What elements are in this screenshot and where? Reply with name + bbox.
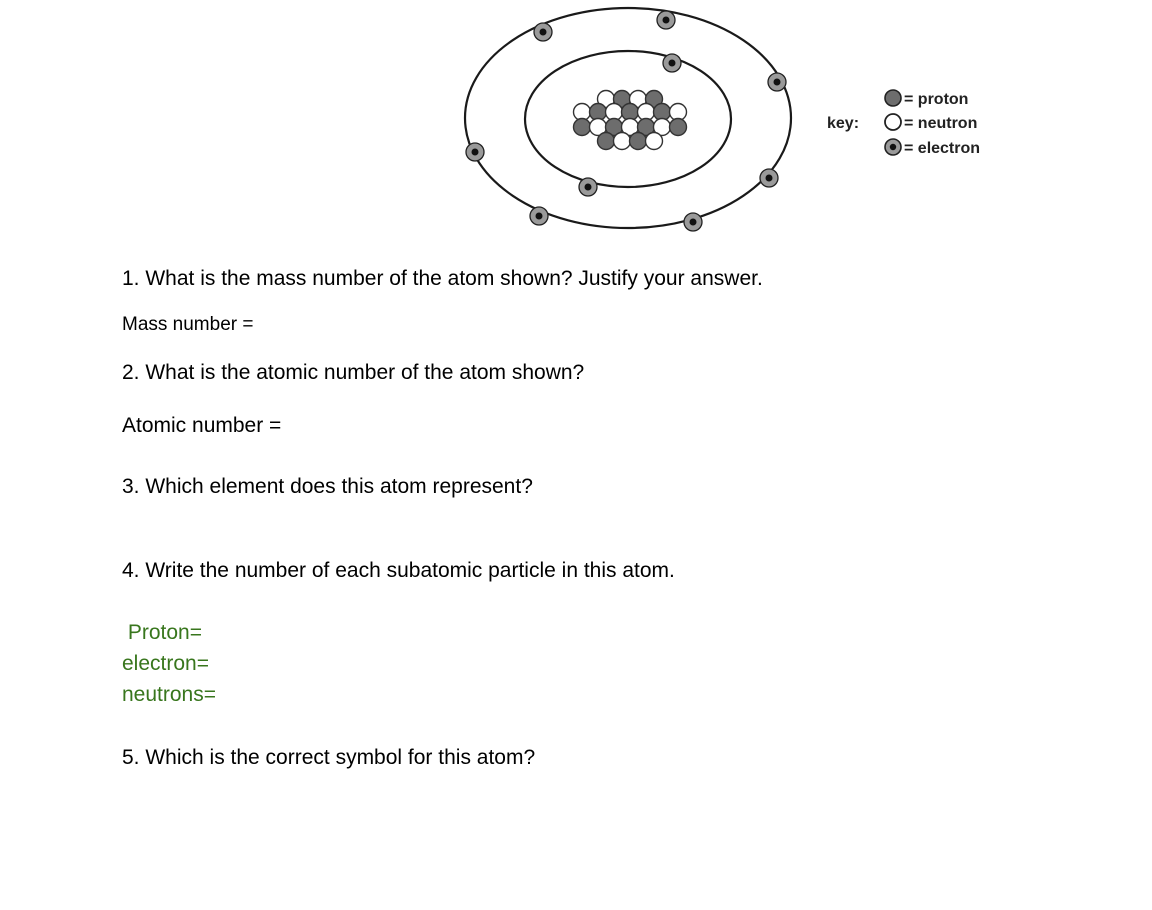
legend-neutron-label: = neutron (904, 115, 978, 132)
electron (663, 54, 681, 72)
question-4: 4. Write the number of each subatomic particle in this atom. (122, 559, 675, 582)
atomic-number-label: Atomic number = (122, 414, 282, 437)
electron (684, 213, 702, 231)
neutron-icon (885, 114, 901, 130)
legend-proton-label: = proton (904, 91, 969, 108)
electron (579, 178, 597, 196)
legend-key-label: key: (827, 115, 860, 132)
legend-electron-label: = electron (904, 140, 981, 157)
proton (630, 133, 647, 150)
proton-icon (885, 90, 901, 106)
atom-diagram (455, 6, 1035, 242)
electron (466, 143, 484, 161)
nucleus (574, 91, 687, 150)
neutron-answer-label: neutrons= (122, 683, 216, 706)
neutron (646, 133, 663, 150)
question-2: 2. What is the atomic number of the atom shown? (122, 361, 585, 384)
mass-number-label: Mass number = (122, 314, 254, 335)
electron (534, 23, 552, 41)
legend (827, 90, 980, 157)
electron (530, 207, 548, 225)
question-5: 5. Which is the correct symbol for this atom? (122, 746, 536, 769)
proton (598, 133, 615, 150)
proton (670, 119, 687, 136)
electron-icon (885, 139, 901, 155)
question-1: 1. What is the mass number of the atom shown? Justify your answer. (122, 267, 763, 290)
electron (768, 73, 786, 91)
neutron (614, 133, 631, 150)
electron (657, 11, 675, 29)
electron-answer-label: electron= (122, 652, 209, 675)
proton-answer-label: Proton= (122, 621, 202, 644)
electron (760, 169, 778, 187)
proton (574, 119, 591, 136)
question-3: 3. Which element does this atom represent? (122, 475, 533, 498)
